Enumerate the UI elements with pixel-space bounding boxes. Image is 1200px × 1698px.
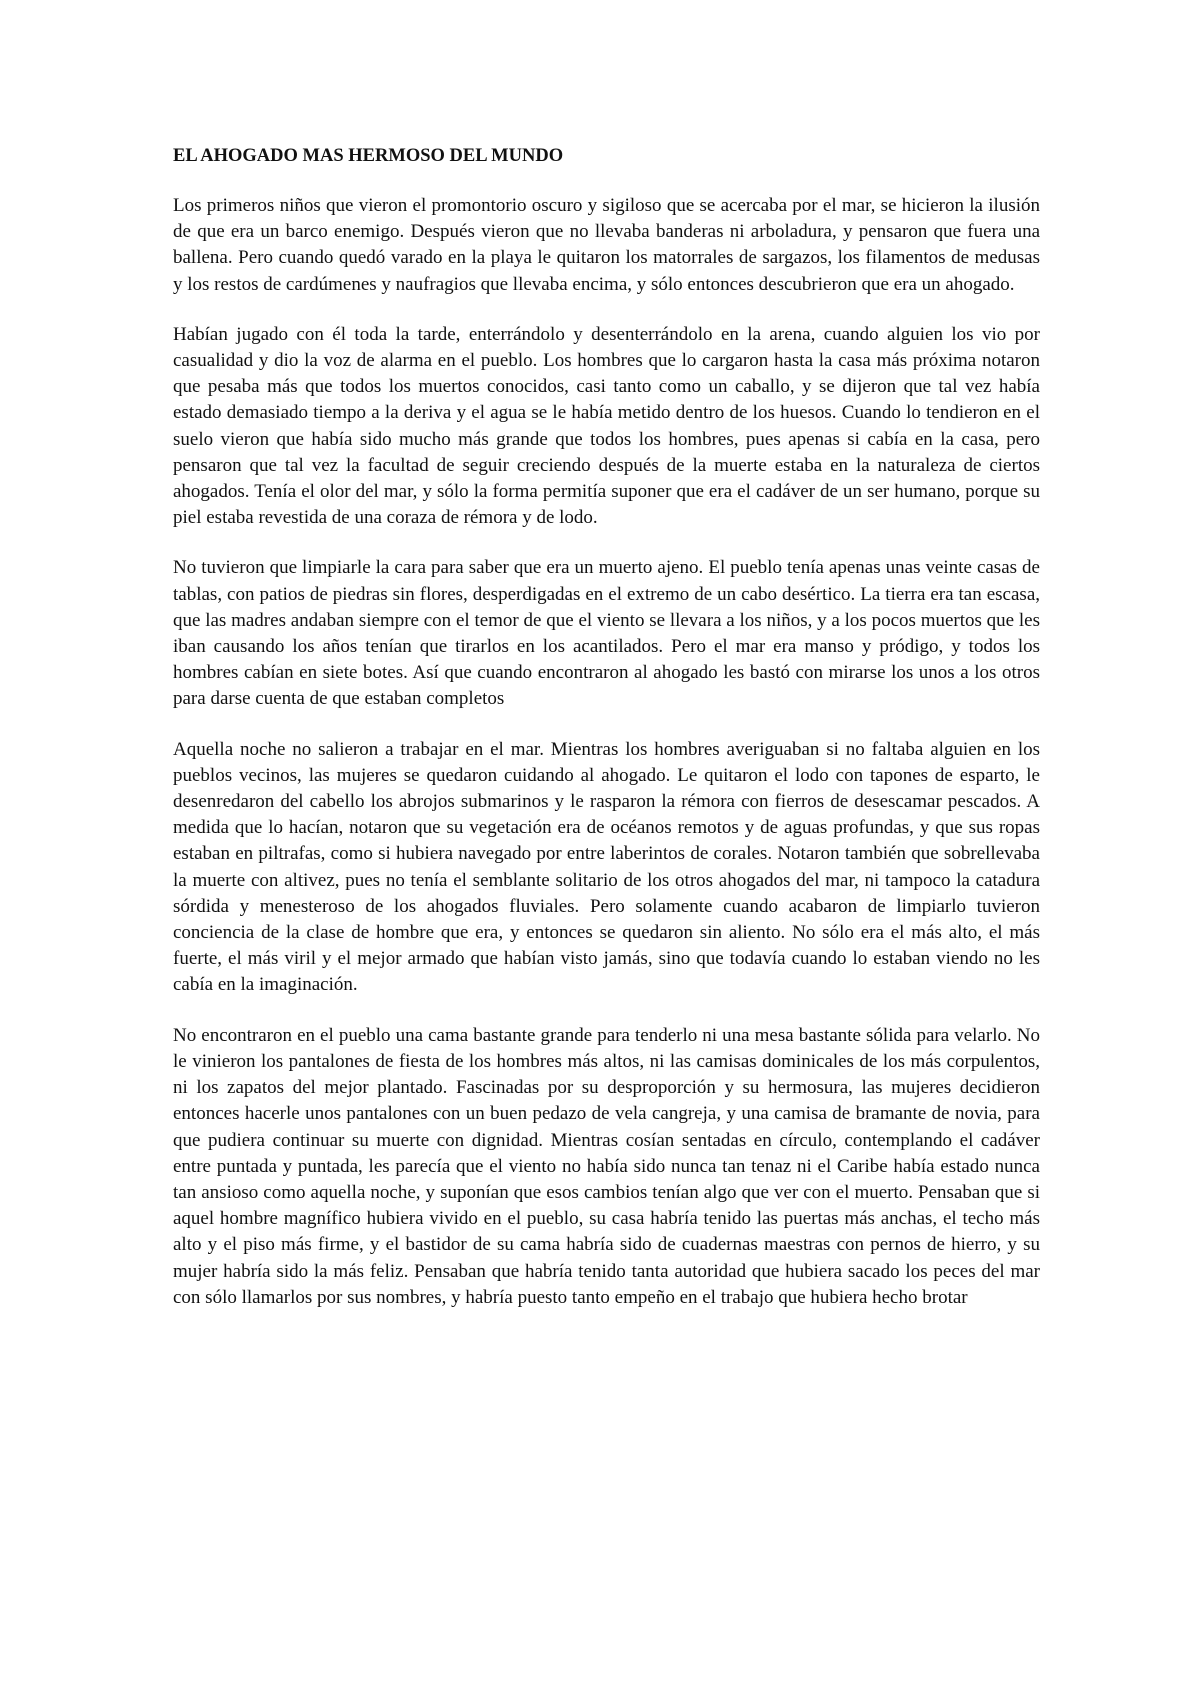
document-title: EL AHOGADO MAS HERMOSO DEL MUNDO: [173, 146, 564, 166]
paragraph-4: Aquella noche no salieron a trabajar en el mar. Mientras los hombres averiguaban si no faltaba alguien en los pueblos vecinos, las mujeres se quedaron cuidando al ahogado. Le quitaron el lodo con tapones de esparto, le desenredaron del cabello los abrojos submarinos y le rasparon la rémora con fierros de desescamar pescados. A medida que lo hacían, notaron que su vegetación era de océanos remotos y de aguas profundas, y que sus ropas estaban en piltrafas, como si hubiera navegado por entre laberintos de corales. Notaron también que sobrellevaba la muerte con altivez, pues no tenía el semblante solitario de los otros ahogados del mar, ni tampoco la catadura sórdida y menesteroso de los ahogados fluviales. Pero solamente cuando acabaron de limpiarlo tuvieron conciencia de la clase de hombre que era, y entonces se quedaron sin aliento. No sólo era el más alto, el más fuerte, el más viril y el mejor armado que habían visto jamás, sino que todavía cuando lo estaban viendo no les cabía en la imaginación.: [173, 738, 1040, 996]
paragraph-3: No tuvieron que limpiarle la cara para saber que era un muerto ajeno. El pueblo tenía apenas unas veinte casas de tablas, con patios de piedras sin flores, desperdigadas en el extremo de un cabo desértico. La tierra era tan escasa, que las madres andaban siempre con el temor de que el viento se llevara a los niños, y a los pocos muertos que les iban causando los años tenían que tirarlos en los acantilados. Pero el mar era manso y pródigo, y todos los hombres cabían en siete botes. Así que cuando encontraron al ahogado les bastó con mirarse los unos a los otros para darse cuenta de que estaban completos: [173, 557, 1040, 710]
paragraph-5: No encontraron en el pueblo una cama bastante grande para tenderlo ni una mesa bastante sólida para velarlo. No le vinieron los pantalones de fiesta de los hombres más altos, ni las camisas dominicales de los más corpulentos, ni los zapatos del mejor plantado. Fascinadas por su desproporción y su hermosura, las mujeres decidieron entonces hacerle unos pantalones con un buen pedazo de vela cangreja, y una camisa de bramante de novia, para que pudiera continuar su muerte con dignidad. Mientras cosían sentadas en círculo, contemplando el cadáver entre puntada y puntada, les parecía que el viento no había sido nunca tan tenaz ni el Caribe había estado nunca tan ansioso como aquella noche, y suponían que esos cambios tenían algo que ver con el muerto. Pensaban que si aquel hombre magnífico hubiera vivido en el pueblo, su casa habría tenido las puertas más anchas, el techo más alto y el piso más firme, y el bastidor de su cama habría sido de cuadernas maestras con pernos de hierro, y su mujer habría sido la más feliz. Pensaban que habría tenido tanta autoridad que hubiera sacado los peces del mar con sólo llamarlos por sus nombres, y habría puesto tanto empeño en el trabajo que hubiera hecho brotar: [173, 1024, 1040, 1308]
paragraph-1: Los primeros niños que vieron el promontorio oscuro y sigiloso que se acercaba por el mar, se hicieron la ilusión de que era un barco enemigo. Después vieron que no llevaba banderas ni arboladura, y pensaron que fuera una ballena. Pero cuando quedó varado en la playa le quitaron los matorrales de sargazos, los filamentos de medusas y los restos de cardúmenes y naufragios que llevaba encima, y sólo entonces descubrieron que era un ahogado.: [173, 195, 1040, 295]
paragraph-2: Habían jugado con él toda la tarde, enterrándolo y desenterrándolo en la arena, cuando alguien los vio por casualidad y dio la voz de alarma en el pueblo. Los hombres que lo cargaron hasta la casa más próxima notaron que pesaba más que todos los muertos conocidos, casi tanto como un caballo, y se dijeron que tal vez había estado demasiado tiempo a la deriva y el agua se le había metido dentro de los huesos. Cuando lo tendieron en el suelo vieron que había sido mucho más grande que todos los hombres, pues apenas si cabía en la casa, pero pensaron que tal vez la facultad de seguir creciendo después de la muerte estaba en la naturaleza de ciertos ahogados. Tenía el olor del mar, y sólo la forma permitía suponer que era el cadáver de un ser humano, porque su piel estaba revestida de una coraza de rémora y de lodo.: [173, 323, 1040, 529]
